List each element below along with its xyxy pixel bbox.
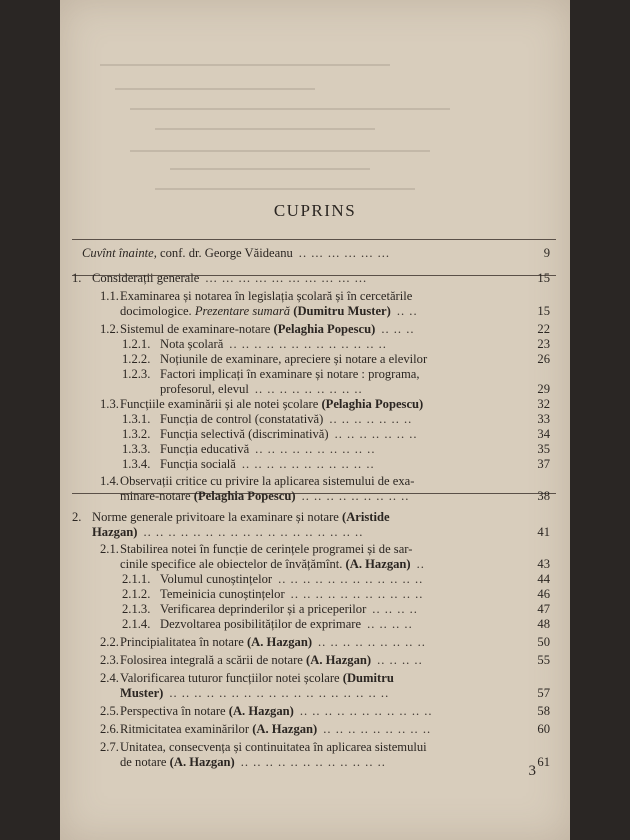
page-title: CUPRINS	[273, 201, 357, 220]
toc-entry-page: 37	[537, 457, 550, 471]
toc-leader-dots: .. .. .. .. .. .. ..	[334, 427, 418, 441]
toc-entry-page: 46	[537, 587, 550, 601]
toc-entry-title-part: Funcția socială	[160, 457, 236, 471]
toc-entry-title	[82, 246, 390, 261]
toc-entry-title	[160, 352, 427, 367]
toc-leader-dots: ... ... ... ... ... ... ... ... ... ...	[205, 271, 368, 285]
toc-entry-title-part: (Pelaghia Popescu)	[273, 322, 376, 336]
toc-entry-number: 1.2.	[100, 322, 119, 336]
toc-entry-page: 9	[543, 246, 550, 260]
toc-entry-title	[120, 635, 426, 650]
toc-entry-title-part: Examinarea și notarea în legislația școlară și în cercetările	[120, 289, 413, 303]
toc-entry-number: 2.2.	[100, 635, 119, 649]
toc-entry-title-part: (A. Hazgan)	[345, 557, 411, 571]
toc-entry-page: 43	[537, 557, 550, 571]
toc-entry-title	[120, 671, 394, 686]
toc-entry-title-part: Hazgan)	[92, 525, 138, 539]
toc-entry-title	[120, 755, 386, 770]
toc-entry-number: 2.3.	[100, 653, 119, 667]
toc-entry-title-part: Valorificarea tuturor funcțiilor notei școlare	[120, 671, 343, 685]
toc-entry-title	[120, 740, 427, 755]
toc-leader-dots: .. .. .. ..	[367, 617, 413, 631]
toc-entry-title-part: Dezvoltarea posibilităților de exprimare	[160, 617, 362, 631]
toc-entry-number: 1.3.3.	[122, 442, 151, 456]
toc-entry-page: 44	[537, 572, 550, 586]
toc-entry-title-part: Stabilirea notei în funcție de cerințele programei și de sar-	[120, 542, 413, 556]
toc-entry-number: 1.3.4.	[122, 457, 151, 471]
toc-entry-number: 1.2.1.	[122, 337, 151, 351]
toc-leader-dots: .. .. .. .. .. .. .. .. .. .. ..	[290, 587, 424, 601]
toc-entry-page: 61	[537, 755, 550, 769]
toc-leader-dots: .. .. .. .. .. .. .. .. ..	[254, 382, 363, 396]
toc-entry-title-part: , conf. dr. George Văideanu	[153, 246, 293, 260]
toc-entry-title-part: cinile specifice ale obiectelor de învățămînt.	[120, 557, 346, 571]
toc-leader-dots: .. .. .. .. .. .. .. .. .. .. .. .. .. .. .. .. .. ..	[169, 686, 390, 700]
toc-entry-page: 15	[537, 271, 550, 285]
toc-entry-title	[160, 617, 413, 632]
toc-entry-title-part: Factori implicați în examinare și notare : programa,	[160, 367, 420, 381]
toc-entry-page: 57	[537, 686, 550, 700]
toc-entry-title-part: Verificarea deprinderilor și a priceperilor	[160, 602, 367, 616]
toc-entry-title-part: (A. Hazgan)	[306, 653, 372, 667]
toc-entry-title-part: de notare	[120, 755, 170, 769]
toc-entry-title	[160, 367, 419, 382]
toc-entry-title-part: Funcțiile examinării și ale notei școlare	[120, 397, 322, 411]
toc-leader-dots: .. .. .. .. .. .. .. .. .. .. .. .. ..	[229, 337, 387, 351]
toc-entry-title	[120, 557, 425, 572]
toc-leader-dots: .. .. ..	[381, 322, 415, 336]
toc-entry-title	[160, 382, 363, 397]
toc-entry-number: 2.4.	[100, 671, 119, 685]
toc-entry-title-part: Prezentare sumară	[194, 304, 291, 318]
toc-entry-page: 29	[537, 382, 550, 396]
toc-entry-number: 2.1.2.	[122, 587, 151, 601]
toc-leader-dots: .. .. .. .. .. .. .. .. .. .. .. .. .. .. .. .. .. ..	[143, 525, 364, 539]
toc-entry-title-part: Considerații generale	[92, 271, 200, 285]
toc-entry-title-part: (Dumitru	[342, 671, 394, 685]
toc-entry-title-part: (A. Hazgan)	[246, 635, 313, 649]
toc-entry-title-part: Folosirea integrală a scării de notare	[120, 653, 307, 667]
toc-entry-number: 2.1.1.	[122, 572, 151, 586]
toc-entry-title-part: Ritmicitatea examinărilor	[120, 722, 253, 736]
toc-entry-page: 47	[537, 602, 550, 616]
toc-entry-title	[92, 271, 367, 286]
toc-entry-page: 55	[537, 653, 550, 667]
toc-entry-title-part: Principialitatea în notare	[120, 635, 247, 649]
toc-entry-number: 2.6.	[100, 722, 119, 736]
toc-entry-title-part: Cuvînt înainte	[82, 246, 154, 260]
toc-entry-title-part: minare-notare	[120, 489, 194, 503]
toc-entry-title	[120, 722, 431, 737]
toc-leader-dots: .. .. .. .. .. .. .. .. ..	[318, 635, 426, 649]
toc-entry-title-part: (Pelaghia Popescu)	[321, 397, 424, 411]
toc-entry-page: 50	[537, 635, 550, 649]
toc-leader-dots: .. .. .. .. .. .. .. .. .. .. ..	[299, 704, 433, 718]
toc-entry-title	[120, 322, 415, 337]
toc-entry-title	[160, 457, 375, 472]
toc-entry-page: 32	[537, 397, 550, 411]
toc-entry-title	[120, 397, 423, 412]
toc-entry-title	[120, 474, 414, 489]
toc-entry-title	[160, 602, 418, 617]
toc-leader-dots: .. .. .. .. .. .. .. .. ..	[301, 489, 410, 503]
toc-leader-dots: .. .. .. .. .. .. .. .. .. .. .. ..	[278, 572, 424, 586]
toc-entry-title-part: (Aristide	[342, 510, 390, 524]
toc-entry-title-part: Funcția de control (constatativă)	[160, 412, 324, 426]
toc-leader-dots: .. .. .. ..	[377, 653, 423, 667]
toc-entry-number: 1.4.	[100, 474, 119, 488]
toc-entry-title-part: (Pelaghia Popescu)	[193, 489, 296, 503]
toc-entry-title	[92, 525, 363, 540]
toc-entry-title-part: Funcția educativă	[160, 442, 250, 456]
toc-entry-page: 60	[537, 722, 550, 736]
toc-entry-number: 1.2.2.	[122, 352, 151, 366]
top-divider	[72, 239, 556, 240]
toc-entry-title-part: Volumul cunoștințelor	[160, 572, 273, 586]
toc-entry-title	[120, 542, 412, 557]
toc-entry-page: 33	[537, 412, 550, 426]
toc-entry-page: 48	[537, 617, 550, 631]
toc-entry-number: 1.	[72, 271, 82, 285]
toc-entry-title-part: docimologice.	[120, 304, 195, 318]
toc-entry-title-part: Temeinicia cunoștințelor	[160, 587, 285, 601]
toc-leader-dots: .. .. .. .. .. .. .. .. ..	[323, 722, 432, 736]
toc-entry-page: 23	[537, 337, 550, 351]
toc-entry-title-part: (A. Hazgan)	[169, 755, 235, 769]
toc-entry-number: 1.3.2.	[122, 427, 151, 441]
toc-entry-title	[120, 686, 389, 701]
toc-entry-title	[120, 489, 409, 504]
toc-entry-page: 38	[537, 489, 550, 503]
toc-entry-title	[120, 289, 412, 304]
toc-entry-title	[160, 427, 418, 442]
toc-entry-number: 1.2.3.	[122, 367, 151, 381]
toc-entry-title	[160, 587, 423, 602]
toc-leader-dots: .. .. .. .. .. .. .. .. .. .. .. ..	[240, 755, 386, 769]
toc-entry-title	[160, 337, 387, 352]
toc-leader-dots: .. .. .. .. .. .. ..	[329, 412, 413, 426]
toc-entry-page: 34	[537, 427, 550, 441]
toc-entry-title-part: (Dumitru Muster)	[290, 304, 391, 318]
toc-entry-number: 2.5.	[100, 704, 119, 718]
toc-leader-dots: ..	[416, 557, 425, 571]
toc-entry-title	[120, 304, 418, 319]
toc-entry-page: 35	[537, 442, 550, 456]
toc-entry-number: 2.7.	[100, 740, 119, 754]
toc-entry-title-part: (A. Hazgan)	[252, 722, 318, 736]
toc-entry-title-part: Perspectiva în notare	[120, 704, 229, 718]
toc-entry-title-part: Observații critice cu privire la aplicarea sistemului de exa-	[120, 474, 415, 488]
toc-entry-page: 22	[537, 322, 550, 336]
toc-entry-page: 58	[537, 704, 550, 718]
toc-entry-title-part: Nota școlară	[160, 337, 224, 351]
toc-entry-title-part: profesorul, elevul	[160, 382, 249, 396]
toc-entry-number: 2.	[72, 510, 82, 524]
toc-entry-title-part: Noțiunile de examinare, apreciere și notare a elevilor	[160, 352, 428, 366]
page-number: 3	[528, 763, 536, 779]
toc-entry-title-part: Funcția selectivă (discriminativă)	[160, 427, 329, 441]
toc-entry-title	[120, 704, 433, 719]
toc-entry-title	[160, 572, 423, 587]
toc-entry-title-part: (A. Hazgan)	[228, 704, 294, 718]
toc-entry-title	[120, 653, 423, 668]
toc-leader-dots: .. ... ... ... ... ...	[298, 246, 391, 260]
toc-entry-number: 2.1.4.	[122, 617, 151, 631]
toc-entry-title-part: Unitatea, consecvența și continuitatea în aplicarea sistemului	[120, 740, 427, 754]
toc-entry-title-part: Norme generale privitoare la examinare și notare	[92, 510, 343, 524]
toc-leader-dots: .. .. .. .. .. .. .. .. .. ..	[255, 442, 376, 456]
toc-entry-number: 2.1.	[100, 542, 119, 556]
toc-entry-title	[92, 510, 390, 525]
toc-entry-page: 15	[537, 304, 550, 318]
toc-leader-dots: .. ..	[396, 304, 418, 318]
toc-entry-number: 1.3.	[100, 397, 119, 411]
toc-entry-page: 26	[537, 352, 550, 366]
toc-entry-title	[160, 442, 375, 457]
book-page	[60, 0, 570, 840]
toc-entry-title	[160, 412, 412, 427]
toc-entry-title-part: Muster)	[120, 686, 164, 700]
toc-leader-dots: .. .. .. ..	[372, 602, 418, 616]
toc-leader-dots: .. .. .. .. .. .. .. .. .. .. ..	[241, 457, 375, 471]
bleed-through-text	[60, 0, 570, 200]
toc-entry-number: 1.3.1.	[122, 412, 151, 426]
toc-entry-number: 2.1.3.	[122, 602, 151, 616]
toc-entry-page: 41	[537, 525, 550, 539]
toc-entry-title-part: Sistemul de examinare-notare	[120, 322, 274, 336]
toc-entry-number: 1.1.	[100, 289, 119, 303]
